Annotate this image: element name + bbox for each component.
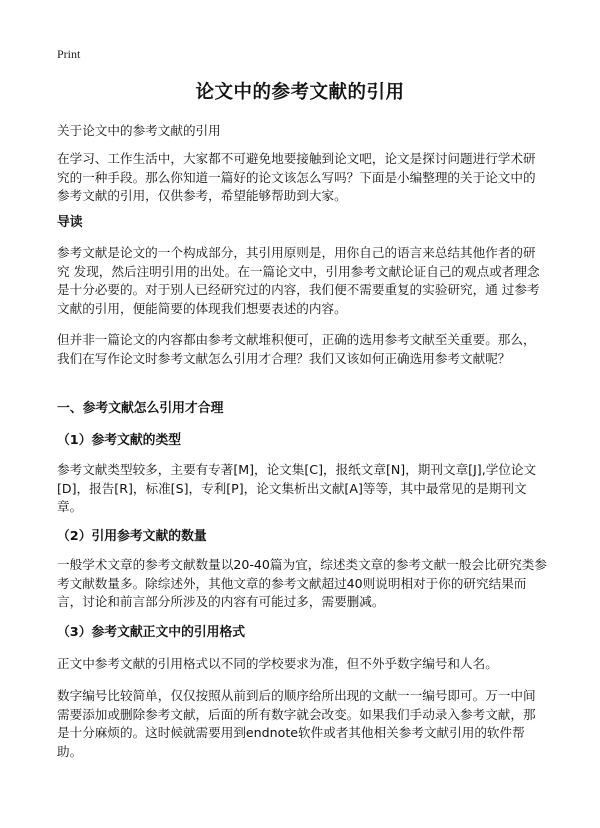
print-link[interactable]: Print	[57, 47, 81, 61]
subtitle: 关于论文中的参考文献的引用	[57, 123, 221, 138]
subsection-1-heading: （1）参考文献的类型	[57, 433, 182, 448]
subsection-3-heading: （3）参考文献正文中的引用格式	[57, 625, 246, 640]
subsection-3-paragraph-2: 数字编号比较简单，仅仅按照从前到后的顺序给所出现的文献一一编号即可。万一中间需要添加或删除参考文献，后面的所有数字就会改变。如果我们手动录入参考文献，那是十分麻烦的。这时候就需要用到endnote软件或者其他相关参考文献引用的软件帮助。	[57, 688, 536, 759]
guide-paragraph-2: 但并非一篇论文的内容都由参考文献堆积便可，正确的选用参考文献至关重要。那么，我们在写作论文时参考文献怎么引用才合理？我们又该如何正确选用参考文献呢？	[57, 332, 536, 366]
page-title: 论文中的参考文献的引用	[195, 82, 405, 103]
subsection-2-paragraph: 一般学术文章的参考文献数量以20-40篇为宜，综述类文章的参考文献一般会比研究类参考文献数量多。除综述外，其他文章的参考文献超过40则说明相对于你的研究结果而言，讨论和前言部分所涉及的内容有可能过多，需要删减。	[57, 557, 547, 610]
guide-paragraph-1: 参考文献是论文的一个构成部分，其引用原则是，用你自己的语言来总结其他作者的研究 发现，然后注明引用的出处。在一篇论文中，引用参考文献论证自己的观点或者理念是十分必要的。对于别人已经研究过的内容，我们便不需要重复的实验研究，通 过参考文献的引用，便能简要的体现我们想要表述的内容。	[57, 245, 540, 316]
subsection-3-paragraph-1: 正文中参考文献的引用格式以不同的学校要求为准，但不外乎数字编号和人名。	[57, 656, 498, 671]
subsection-1-paragraph: 参考文献类型较多，主要有专著[M]，论文集[C]，报纸文章[N]，期刊文章[J],学位论文[D]，报告[R]，标准[S]，专利[P]，论文集析出文献[A]等等，其中最常见的是期刊文章。	[57, 462, 537, 515]
intro-paragraph: 在学习、工作生活中，大家都不可避免地要接触到论文吧，论文是探讨问题进行学术研究的一种手段。那么你知道一篇好的论文该怎么写吗？下面是小编整理的关于论文中的参考文献的引用，仅供参考，希望能够帮助到大家。	[57, 151, 536, 204]
section-1-heading: 一、参考文献怎么引用才合理	[57, 401, 224, 416]
guide-heading: 导读	[57, 215, 83, 230]
subsection-2-heading: （2）引用参考文献的数量	[57, 529, 207, 544]
